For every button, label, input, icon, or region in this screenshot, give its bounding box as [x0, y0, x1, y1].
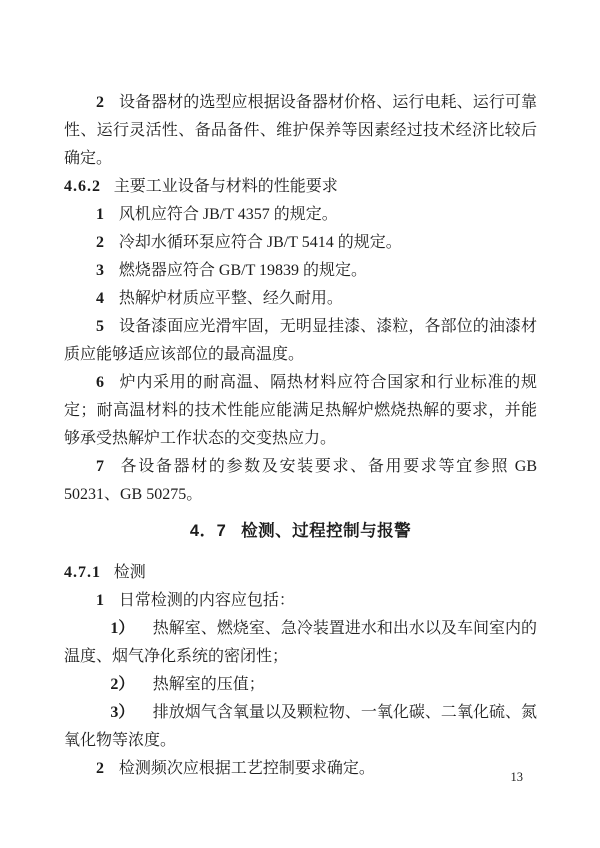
clause-heading-4-7-1: [64, 559, 537, 587]
item-text: 设备器材的选型应根据设备器材价格、运行电耗、运行可靠性、运行灵活性、备品备件、维护保养等因素经过技术经济比较后确定。: [64, 94, 537, 167]
clause-number: 4.7.1: [64, 564, 101, 581]
sub-item-number: 3）: [110, 704, 135, 721]
item-text: 冷却水循环泵应符合 JB/T 5414 的规定。: [118, 234, 402, 251]
item-number: 2: [96, 234, 105, 251]
list-item: [64, 257, 537, 285]
item-number: 5: [96, 318, 105, 335]
item-text: 风机应符合 JB/T 4357 的规定。: [118, 206, 338, 223]
page-number: 13: [510, 770, 523, 784]
item-number: 2: [96, 760, 105, 777]
clause-title: 检测: [113, 564, 146, 581]
sub-list-item: [64, 699, 537, 755]
item-number: 2: [96, 94, 105, 111]
item-text: 检测频次应根据工艺控制要求确定。: [118, 760, 375, 777]
clause-title: 主要工业设备与材料的性能要求: [113, 178, 338, 195]
item-number: 3: [96, 262, 105, 279]
sub-list-item: [64, 615, 537, 671]
item-number: 1: [96, 206, 105, 223]
clause-heading-4-6-2: [64, 173, 537, 201]
sub-item-number: 2）: [110, 676, 135, 693]
list-item: [64, 313, 537, 369]
clause-number: 4.6.2: [64, 178, 101, 195]
sub-list-item: [64, 671, 537, 699]
paragraph-item-2-continued: [64, 89, 537, 173]
list-item: [64, 453, 537, 509]
item-number: 4: [96, 290, 105, 307]
item-text: 炉内采用的耐高温、隔热材料应符合国家和行业标准的规定；耐高温材料的技术性能应能满足热解炉燃烧热解的要求，并能够承受热解炉工作状态的交变热应力。: [64, 374, 537, 447]
item-text: 设备漆面应光滑牢固，无明显挂漆、漆粒，各部位的油漆材质应能够适应该部位的最高温度。: [64, 318, 537, 363]
sub-item-number: 1）: [110, 620, 135, 637]
section-title: 检测、过程控制与报警: [241, 522, 412, 540]
sub-item-text: 热解室、燃烧室、急冷装置进水和出水以及车间室内的温度、烟气净化系统的密闭性；: [64, 620, 537, 665]
item-text: 各设备器材的参数及安装要求、备用要求等宜参照 GB 50231、GB 50275。: [64, 458, 537, 503]
list-item: [64, 369, 537, 453]
list-item: [64, 229, 537, 257]
item-number: 1: [96, 592, 105, 609]
item-text: 热解炉材质应平整、经久耐用。: [118, 290, 343, 307]
section-number: 4．7: [189, 522, 227, 540]
list-item: [64, 587, 537, 615]
sub-item-text: 热解室的压值；: [152, 676, 265, 693]
section-heading-4-7: [64, 517, 537, 545]
list-item: [64, 755, 537, 783]
sub-item-text: 排放烟气含氧量以及颗粒物、一氧化碳、二氧化硫、氮氧化物等浓度。: [64, 704, 537, 749]
list-item: [64, 285, 537, 313]
document-body: [64, 89, 537, 783]
list-item: [64, 201, 537, 229]
item-text: 燃烧器应符合 GB/T 19839 的规定。: [118, 262, 368, 279]
item-number: 7: [96, 458, 105, 475]
item-text: 日常检测的内容应包括：: [118, 592, 295, 609]
item-number: 6: [96, 374, 105, 391]
